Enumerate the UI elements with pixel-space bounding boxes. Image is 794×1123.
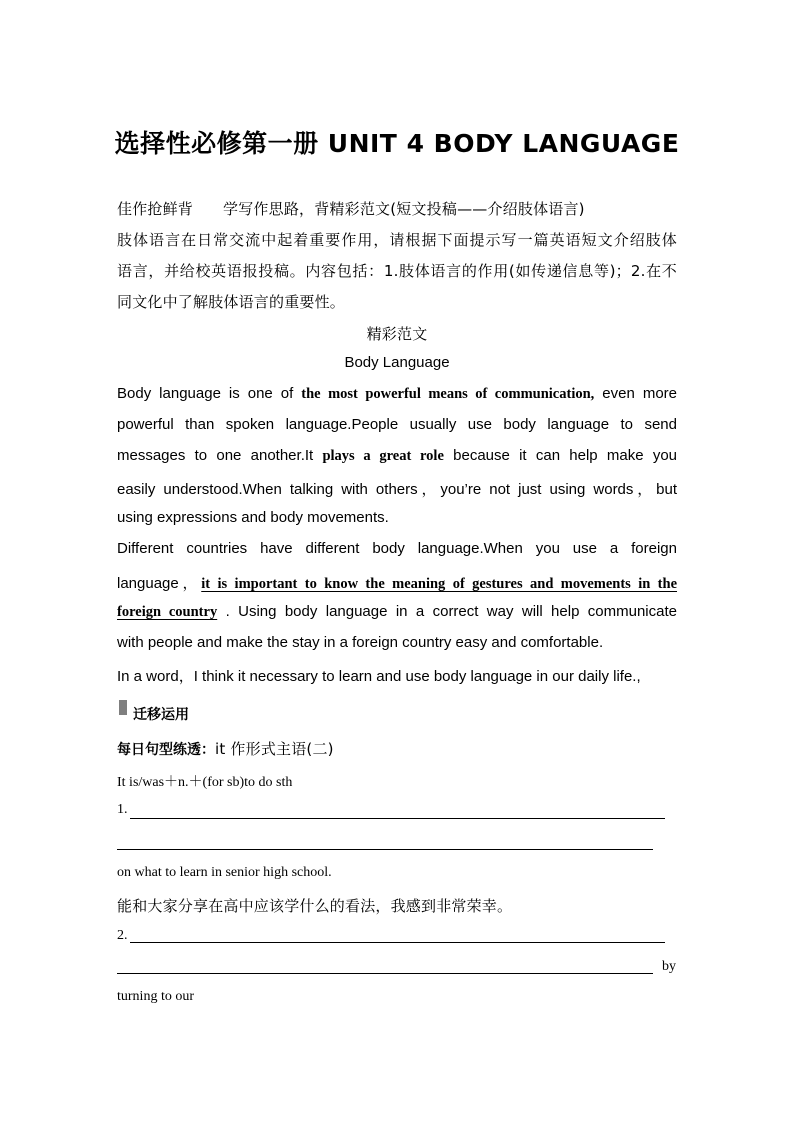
essay-title: Body Language [344, 354, 450, 371]
answer-line-1b[interactable] [117, 849, 653, 850]
prompt-line-1: 肢体语言在日常交流中起着重要作用，请根据下面提示写一篇英语短文介绍肢体 [117, 231, 677, 249]
answer-line-1a[interactable] [130, 818, 665, 819]
essay-text: even more [594, 385, 677, 402]
essay-p1-line-5: using expressions and body movements. [117, 509, 389, 526]
section-header-left: 佳作抢鲜背 [117, 200, 194, 218]
section-header-right: 学写作思路，背精彩范文(短文投稿——介绍肢体语言) [223, 200, 585, 218]
section-header [117, 198, 677, 219]
question-1-number: 1. [117, 802, 128, 817]
highlight-phrase: plays a great role [322, 448, 444, 464]
essay-p1-line-1 [117, 385, 677, 403]
question-2-number: 2. [117, 928, 128, 943]
section-marker-bar [119, 700, 127, 715]
essay-p1-line-3 [117, 447, 677, 465]
essay-p2-line-2 [117, 572, 677, 593]
prompt-line-3: 同文化中了解肢体语言的重要性。 [117, 293, 346, 311]
essay-text: Body language is one of [117, 385, 302, 402]
essay-text: because it can help make you [443, 447, 678, 464]
answer-line-2a[interactable] [130, 942, 665, 943]
question-2-by: by [662, 959, 676, 974]
practice-heading: 迁移运用 [133, 707, 189, 723]
prompt-line-2: 语言，并给校英语报投稿。内容包括：1.肢体语言的作用(如传递信息等)；2.在不 [117, 262, 677, 280]
essay-p2-line-4: with people and make the stay in a foreign country easy and comfortable. [117, 634, 604, 651]
underlined-phrase: it is important to know the meaning of gestures and movements in the [201, 576, 678, 592]
essay-p1-line-2: powerful than spoken language.People usually use body language to send [117, 416, 677, 433]
essay-label: 精彩范文 [366, 325, 428, 343]
essay-p3-line-1: In a word，I think it necessary to learn and use body language in our daily life., [117, 668, 641, 685]
essay-p1-line-4: easily understood.When talking with others，you’re not just using words，but [117, 481, 677, 498]
daily-topic: it 作形式主语(二) [215, 740, 334, 758]
essay-p2-line-1: Different countries have different body language.When you use a foreign [117, 540, 677, 557]
sentence-pattern: It is/was＋n.＋(for sb)to do sth [117, 775, 293, 790]
daily-pattern-line [117, 738, 677, 759]
essay-text: messages to one another.It [117, 447, 323, 464]
essay-p2-line-3 [117, 603, 677, 621]
question-1-chinese: 能和大家分享在高中应该学什么的看法，我感到非常荣幸。 [117, 897, 513, 915]
question-2-tail: turning to our [117, 989, 194, 1004]
essay-text: language， [117, 575, 202, 592]
underlined-phrase: foreign country [117, 604, 218, 620]
highlight-phrase: the most powerful means of communication, [301, 386, 595, 402]
answer-line-2b[interactable] [117, 973, 653, 974]
page-title: 选择性必修第一册 UNIT 4 BODY LANGUAGE [114, 129, 680, 158]
essay-text: . Using body language in a correct way will help communicate [217, 603, 677, 620]
question-1-tail: on what to learn in senior high school. [117, 865, 332, 880]
daily-label: 每日句型练透： [117, 742, 215, 758]
